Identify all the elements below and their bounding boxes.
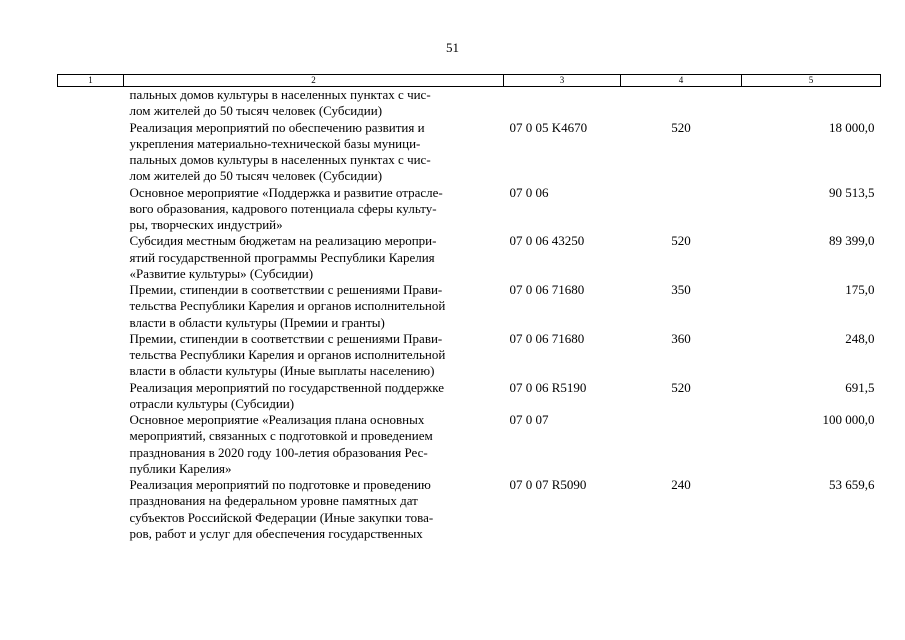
row-name-line: субъектов Российской Федерации (Иные закупки това-	[129, 509, 434, 525]
header-col-1: 1	[58, 75, 124, 87]
row-name-line: ры, творческих индустрий»	[129, 217, 283, 232]
row-name-line: мероприятий, связанных с подготовкой и проведением	[129, 428, 433, 444]
row-name	[124, 87, 504, 120]
row-name-line: ятий государственной программы Республики Карелия	[129, 249, 435, 265]
row-name-line: укрепления материально-технической базы муници-	[129, 135, 421, 151]
row-name-line: власти в области культуры (Иные выплаты населению)	[129, 363, 435, 379]
row-name-line: празднования на федеральном уровне памятных дат	[129, 493, 418, 509]
row-expense-type: 360	[671, 330, 691, 346]
table-row	[58, 331, 881, 380]
row-expense-type: 350	[671, 282, 691, 297]
row-name-line: празднования в 2020 году 100-летия образования Рес-	[129, 444, 428, 460]
row-number-cell	[58, 477, 124, 542]
row-number-cell	[58, 282, 124, 331]
table-row	[58, 282, 881, 331]
row-number-cell	[58, 87, 124, 120]
row-number-cell	[58, 380, 124, 413]
row-number-cell	[58, 185, 124, 234]
table-row	[58, 477, 881, 542]
row-expense-type	[621, 87, 742, 120]
row-code: 07 0 06	[509, 184, 549, 200]
row-amount: 90 513,5	[829, 184, 875, 200]
row-name-line: лом жителей до 50 тысяч человек (Субсидии)	[129, 168, 383, 184]
row-name-line: Реализация мероприятий по государственной поддержке	[129, 379, 445, 395]
row-name-line: Премии, стипендии в соответствии с решениями Прави-	[129, 330, 443, 346]
page-number: 51	[446, 40, 459, 55]
row-name	[124, 185, 504, 234]
row-amount: 18 000,0	[829, 119, 875, 135]
row-code: 07 0 07	[509, 412, 549, 427]
table-row	[58, 185, 881, 234]
row-name-line: «Развитие культуры» (Субсидии)	[129, 265, 314, 281]
row-amount	[742, 87, 881, 120]
row-name-line: Реализация мероприятий по обеспечению развития и	[129, 119, 425, 135]
row-amount: 100 000,0	[822, 412, 875, 427]
row-name-line: ров, работ и услуг для обеспечения государственных	[129, 525, 423, 541]
row-name-line: Субсидия местным бюджетам на реализацию меропри-	[129, 233, 437, 249]
row-expense-type: 520	[671, 233, 691, 249]
row-code: 07 0 06 43250	[509, 233, 585, 249]
header-col-4: 4	[621, 75, 742, 87]
row-amount: 248,0	[845, 330, 875, 346]
row-name-line: Реализация мероприятий по подготовке и проведению	[129, 477, 431, 492]
row-name-line: лом жителей до 50 тысяч человек (Субсидии)	[129, 103, 383, 119]
row-expense-type: 520	[671, 379, 691, 395]
row-name-line: вого образования, кадрового потенциала сферы культу-	[129, 200, 437, 216]
row-expense-type	[621, 412, 742, 477]
row-code: 07 0 06 71680	[509, 330, 585, 346]
table-row	[58, 120, 881, 185]
row-name	[124, 412, 504, 477]
row-name-line: пальных домов культуры в населенных пунктах с чис-	[129, 87, 431, 102]
row-number-cell	[58, 331, 124, 380]
row-code: 07 0 07 R5090	[509, 477, 587, 492]
table-row	[58, 412, 881, 477]
row-name	[124, 477, 504, 542]
row-name-line: Основное мероприятие «Поддержка и развитие отрасле-	[129, 184, 443, 200]
row-amount: 89 399,0	[829, 233, 875, 249]
row-amount: 175,0	[845, 282, 875, 297]
header-col-5: 5	[742, 75, 881, 87]
row-expense-type	[621, 185, 742, 234]
header-col-3: 3	[504, 75, 621, 87]
budget-table	[57, 74, 881, 542]
row-expense-type: 520	[671, 119, 691, 135]
row-name	[124, 233, 504, 282]
row-name-line: публики Карелия»	[129, 460, 232, 476]
row-code	[504, 87, 621, 120]
row-name-line: тельства Республики Карелия и органов исполнительной	[129, 298, 446, 314]
row-code: 07 0 05 K4670	[509, 119, 588, 135]
row-name	[124, 331, 504, 380]
row-code: 07 0 06 R5190	[509, 379, 587, 395]
row-number-cell	[58, 412, 124, 477]
table-row	[58, 87, 881, 120]
row-name-line: власти в области культуры (Премии и гранты)	[129, 314, 385, 330]
row-name-line: тельства Республики Карелия и органов исполнительной	[129, 347, 446, 362]
row-expense-type: 240	[671, 477, 691, 492]
row-name-line: отрасли культуры (Субсидии)	[129, 395, 295, 411]
header-row	[58, 75, 881, 87]
table-row	[58, 233, 881, 282]
row-name	[124, 380, 504, 413]
row-name	[124, 120, 504, 185]
row-name-line: пальных домов культуры в населенных пунктах с чис-	[129, 152, 431, 167]
row-name-line: Основное мероприятие «Реализация плана основных	[129, 412, 425, 427]
row-code: 07 0 06 71680	[509, 282, 585, 297]
header-col-2: 2	[124, 75, 504, 87]
row-amount: 691,5	[845, 379, 875, 395]
row-number-cell	[58, 233, 124, 282]
row-name-line: Премии, стипендии в соответствии с решениями Прави-	[129, 282, 443, 297]
table-row	[58, 380, 881, 413]
row-amount: 53 659,6	[829, 477, 875, 492]
row-name	[124, 282, 504, 331]
row-number-cell	[58, 120, 124, 185]
